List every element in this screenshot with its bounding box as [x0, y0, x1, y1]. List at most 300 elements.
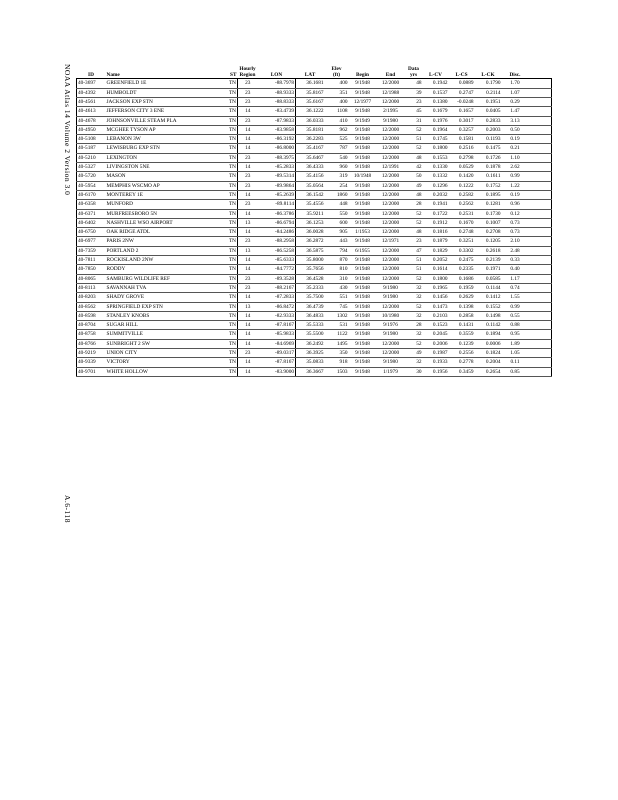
cell-elev: 1503 — [325, 367, 349, 376]
header-lck: L-CK — [475, 72, 502, 79]
cell-name: ROCKISLAND 2NW — [106, 256, 224, 265]
cell-elev: 1302 — [325, 311, 349, 320]
cell-lcs: 0.3302 — [449, 246, 475, 255]
cell-begin: 9/1948 — [349, 302, 377, 311]
cell-yrs: 51 — [405, 135, 423, 144]
cell-id: 40-5187 — [77, 144, 106, 153]
cell-name: JACKSON EXP STN — [106, 98, 224, 107]
cell-yrs: 32 — [405, 330, 423, 339]
cell-yrs: 52 — [405, 274, 423, 283]
cell-lat: 35.9211 — [296, 209, 325, 218]
cell-lat: 35.4167 — [296, 144, 325, 153]
header-end: End — [377, 72, 405, 79]
cell-lck: 0.1007 — [475, 218, 502, 227]
cell-id: 40-7811 — [77, 256, 106, 265]
cell-yrs: 48 — [405, 79, 423, 88]
cell-blank — [529, 367, 552, 376]
cell-elev: 1108 — [325, 107, 349, 116]
cell-blank — [529, 339, 552, 348]
cell-lcs: 0.1657 — [449, 107, 475, 116]
header-hourly: Hourly — [239, 66, 256, 72]
cell-region: 14 — [238, 163, 258, 172]
table-row — [77, 302, 552, 311]
cell-st: TN — [224, 98, 238, 107]
cell-end: 12/2000 — [377, 125, 405, 134]
cell-st: TN — [224, 181, 238, 190]
station-table — [76, 66, 552, 377]
cell-region: 23 — [238, 88, 258, 97]
cell-lon: -87.8167 — [258, 358, 296, 367]
cell-id: 40-7359 — [77, 246, 106, 255]
cell-lon: -86.3786 — [258, 209, 296, 218]
cell-lck: 0.1971 — [475, 265, 502, 274]
cell-disc: 0.50 — [502, 125, 529, 134]
cell-region: 23 — [238, 237, 258, 246]
cell-region: 14 — [238, 190, 258, 199]
header-data: Data — [408, 66, 419, 72]
table-row — [77, 200, 552, 209]
cell-elev: 254 — [325, 181, 349, 190]
cell-lcv: 0.2103 — [423, 311, 449, 320]
cell-lcs: 0.1420 — [449, 172, 475, 181]
cell-id: 40-8758 — [77, 330, 106, 339]
cell-begin: 9/1948 — [349, 367, 377, 376]
cell-st: TN — [224, 330, 238, 339]
cell-end: 9/1980 — [377, 330, 405, 339]
table-row — [77, 349, 552, 358]
cell-yrs: 28 — [405, 200, 423, 209]
cell-elev: 870 — [325, 256, 349, 265]
cell-region: 14 — [238, 311, 258, 320]
cell-id: 40-4613 — [77, 107, 106, 116]
cell-blank — [529, 135, 552, 144]
table-row — [77, 246, 552, 255]
cell-lck: 0.0006 — [475, 339, 502, 348]
cell-region: 23 — [238, 79, 258, 88]
cell-lck: 0.2618 — [475, 246, 502, 255]
cell-st: TN — [224, 358, 238, 367]
cell-disc: 0.19 — [502, 190, 529, 199]
page-number: A.6-118 — [63, 495, 72, 524]
cell-region: 14 — [238, 358, 258, 367]
cell-name: JOHNSONVILLE STEAM PLA — [106, 116, 224, 125]
cell-end: 12/2000 — [377, 144, 405, 153]
cell-lcs: 0.1239 — [449, 339, 475, 348]
cell-st: TN — [224, 265, 238, 274]
cell-id: 40-8562 — [77, 302, 106, 311]
cell-lat: 35.8181 — [296, 125, 325, 134]
cell-st: TN — [224, 190, 238, 199]
cell-name: MUNFORD — [106, 200, 224, 209]
cell-lcs: 0.2562 — [449, 200, 475, 209]
side-title: NOAA Atlas 14 Volume 2 Version 3.0 — [63, 64, 72, 196]
cell-lon: -87.8167 — [258, 321, 296, 330]
cell-lcv: 0.2032 — [423, 190, 449, 199]
table-row — [77, 283, 552, 292]
cell-lcs: 0.3459 — [449, 367, 475, 376]
cell-lon: -87.9833 — [258, 116, 296, 125]
cell-begin: 9/1948 — [349, 358, 377, 367]
cell-name: GREENFIELD 1E — [106, 79, 224, 88]
cell-end: 12/2000 — [377, 172, 405, 181]
cell-region: 14 — [238, 321, 258, 330]
cell-lcs: -0.0248 — [449, 98, 475, 107]
cell-begin: 9/1948 — [349, 256, 377, 265]
cell-lck: 0.1824 — [475, 349, 502, 358]
cell-region: 14 — [238, 330, 258, 339]
cell-lcs: 0.1398 — [449, 302, 475, 311]
cell-lon: -84.7772 — [258, 265, 296, 274]
cell-end: 12/2000 — [377, 153, 405, 162]
cell-name: PORTLAND 2 — [106, 246, 224, 255]
cell-name: WHITE HOLLOW — [106, 367, 224, 376]
cell-lcs: 0.2778 — [449, 358, 475, 367]
cell-lat: 35.2333 — [296, 283, 325, 292]
cell-lcs: 0.2798 — [449, 153, 475, 162]
cell-begin: 9/1948 — [349, 88, 377, 97]
cell-lcv: 0.1722 — [423, 209, 449, 218]
cell-st: TN — [224, 311, 238, 320]
cell-lon: -89.5314 — [258, 172, 296, 181]
cell-region: 14 — [238, 125, 258, 134]
cell-lon: -88.8333 — [258, 98, 296, 107]
cell-lck: 0.2004 — [475, 358, 502, 367]
cell-disc: 0.33 — [502, 256, 529, 265]
cell-st: TN — [224, 172, 238, 181]
cell-id: 40-8113 — [77, 283, 106, 292]
cell-lon: -89.9864 — [258, 181, 296, 190]
cell-begin: 9/1948 — [349, 135, 377, 144]
cell-yrs: 32 — [405, 283, 423, 292]
cell-end: 12/2000 — [377, 302, 405, 311]
cell-blank — [529, 125, 552, 134]
cell-disc: 1.89 — [502, 339, 529, 348]
cell-lcs: 0.1959 — [449, 283, 475, 292]
cell-lon: -85.2639 — [258, 190, 296, 199]
cell-begin: 6/1955 — [349, 246, 377, 255]
cell-elev: 600 — [325, 218, 349, 227]
cell-lcv: 0.1976 — [423, 116, 449, 125]
cell-lck: 0.1193 — [475, 135, 502, 144]
table-row — [77, 125, 552, 134]
cell-name: SPRINGFIELD EXP STN — [106, 302, 224, 311]
cell-id: 40-6371 — [77, 209, 106, 218]
cell-id: 40-6750 — [77, 228, 106, 237]
table-row — [77, 274, 552, 283]
cell-end: 10/1980 — [377, 311, 405, 320]
cell-name: STANLEY KNOBS — [106, 311, 224, 320]
cell-disc: 1.05 — [502, 349, 529, 358]
cell-begin: 9/1948 — [349, 339, 377, 348]
cell-st: TN — [224, 200, 238, 209]
cell-blank — [529, 209, 552, 218]
cell-st: TN — [224, 116, 238, 125]
cell-name: SUGAR HILL — [106, 321, 224, 330]
cell-end: 12/1991 — [377, 163, 405, 172]
table-row — [77, 135, 552, 144]
cell-yrs: 49 — [405, 181, 423, 190]
cell-lon: -89.8114 — [258, 200, 296, 209]
cell-disc: 0.74 — [502, 283, 529, 292]
cell-id: 40-6358 — [77, 200, 106, 209]
cell-lcv: 0.1330 — [423, 163, 449, 172]
cell-lck: 0.1895 — [475, 190, 502, 199]
cell-blank — [529, 79, 552, 88]
cell-lcs: 0.2531 — [449, 209, 475, 218]
cell-name: MONTEREY 1E — [106, 190, 224, 199]
cell-yrs: 31 — [405, 116, 423, 125]
cell-end: 12/2000 — [377, 274, 405, 283]
cell-lcv: 0.1473 — [423, 302, 449, 311]
table-row — [77, 256, 552, 265]
cell-begin: 1/1953 — [349, 228, 377, 237]
cell-region: 14 — [238, 228, 258, 237]
cell-elev: 745 — [325, 302, 349, 311]
table-row — [77, 153, 552, 162]
cell-lat: 36.4528 — [296, 274, 325, 283]
table-row — [77, 367, 552, 376]
cell-lck: 0.1144 — [475, 283, 502, 292]
cell-id: 40-9339 — [77, 358, 106, 367]
cell-region: 14 — [238, 209, 258, 218]
cell-elev: 960 — [325, 163, 349, 172]
cell-lcs: 0.1581 — [449, 135, 475, 144]
table-row — [77, 79, 552, 88]
cell-st: TN — [224, 274, 238, 283]
cell-blank — [529, 153, 552, 162]
cell-end: 12/2000 — [377, 135, 405, 144]
cell-yrs: 52 — [405, 144, 423, 153]
cell-begin: 9/1948 — [349, 107, 377, 116]
table-row — [77, 358, 552, 367]
cell-blank — [529, 107, 552, 116]
cell-region: 14 — [238, 107, 258, 116]
cell-lon: -88.7978 — [258, 79, 296, 88]
header-lon: LON — [258, 72, 296, 79]
cell-name: VICTORY — [106, 358, 224, 367]
cell-lck: 0.1498 — [475, 311, 502, 320]
cell-name: JEFFERSON CITY 3 ENE — [106, 107, 224, 116]
cell-id: 40-7850 — [77, 265, 106, 274]
cell-id: 40-5108 — [77, 135, 106, 144]
cell-blank — [529, 181, 552, 190]
cell-disc: 0.99 — [502, 302, 529, 311]
cell-lck: 0.1726 — [475, 153, 502, 162]
cell-lcv: 0.1537 — [423, 88, 449, 97]
table-row — [77, 163, 552, 172]
cell-end: 12/2000 — [377, 256, 405, 265]
cell-blank — [529, 228, 552, 237]
cell-lcs: 0.1670 — [449, 218, 475, 227]
cell-lon: -83.9858 — [258, 125, 296, 134]
cell-name: SUNBRIGHT 2 SW — [106, 339, 224, 348]
cell-lcv: 0.1964 — [423, 125, 449, 134]
cell-id: 40-3697 — [77, 79, 106, 88]
cell-elev: 550 — [325, 209, 349, 218]
cell-begin: 9/1948 — [349, 330, 377, 339]
cell-end: 12/1971 — [377, 237, 405, 246]
cell-lat: 35.6467 — [296, 153, 325, 162]
cell-lcs: 0.3017 — [449, 116, 475, 125]
cell-name: MURFREESBORO 5N — [106, 209, 224, 218]
cell-lat: 36.3925 — [296, 349, 325, 358]
cell-elev: 525 — [325, 135, 349, 144]
cell-disc: 0.21 — [502, 144, 529, 153]
cell-disc: 0.40 — [502, 265, 529, 274]
cell-yrs: 52 — [405, 125, 423, 134]
cell-name: SAVANNAH TVA — [106, 283, 224, 292]
cell-lck: 0.1142 — [475, 321, 502, 330]
cell-region: 13 — [238, 302, 258, 311]
cell-disc: 2.62 — [502, 163, 529, 172]
cell-blank — [529, 218, 552, 227]
cell-blank — [529, 172, 552, 181]
cell-elev: 430 — [325, 283, 349, 292]
cell-id: 40-5954 — [77, 181, 106, 190]
cell-lcv: 0.1816 — [423, 228, 449, 237]
cell-disc: 1.22 — [502, 181, 529, 190]
cell-st: TN — [224, 218, 238, 227]
cell-begin: 10/1948 — [349, 172, 377, 181]
cell-lcv: 0.1553 — [423, 153, 449, 162]
cell-name: HUMBOLDT — [106, 88, 224, 97]
cell-lck: 0.1412 — [475, 293, 502, 302]
cell-disc: 0.73 — [502, 218, 529, 227]
cell-elev: 1495 — [325, 339, 349, 348]
cell-lck: 0.0585 — [475, 274, 502, 283]
cell-lat: 35.0564 — [296, 181, 325, 190]
cell-yrs: 23 — [405, 98, 423, 107]
cell-lcv: 0.2052 — [423, 256, 449, 265]
cell-end: 9/1980 — [377, 358, 405, 367]
cell-lat: 35.8167 — [296, 88, 325, 97]
cell-elev: 351 — [325, 88, 349, 97]
cell-region: 23 — [238, 98, 258, 107]
header-begin: Begin — [349, 72, 377, 79]
cell-lat: 35.7500 — [296, 293, 325, 302]
cell-st: TN — [224, 256, 238, 265]
cell-lcv: 0.1380 — [423, 98, 449, 107]
cell-lck: 0.1878 — [475, 163, 502, 172]
cell-yrs: 48 — [405, 190, 423, 199]
cell-id: 40-6170 — [77, 190, 106, 199]
cell-blank — [529, 190, 552, 199]
cell-id: 40-8598 — [77, 311, 106, 320]
cell-id: 40-5210 — [77, 153, 106, 162]
cell-region: 23 — [238, 181, 258, 190]
cell-lcv: 0.1941 — [423, 200, 449, 209]
header-lat: LAT — [296, 72, 325, 79]
cell-yrs: 42 — [405, 163, 423, 172]
cell-lat: 35.6167 — [296, 98, 325, 107]
cell-name: NASHVILLE WSO AIRPORT — [106, 218, 224, 227]
cell-region: 23 — [238, 200, 258, 209]
header-row — [77, 72, 552, 79]
cell-st: TN — [224, 302, 238, 311]
cell-lcv: 0.1965 — [423, 283, 449, 292]
table-row — [77, 293, 552, 302]
cell-lon: -83.9000 — [258, 367, 296, 376]
cell-region: 13 — [238, 218, 258, 227]
cell-lon: -83.4739 — [258, 107, 296, 116]
cell-lcv: 0.1829 — [423, 246, 449, 255]
cell-lcv: 0.1456 — [423, 293, 449, 302]
cell-elev: 400 — [325, 79, 349, 88]
cell-st: TN — [224, 367, 238, 376]
cell-lat: 36.2283 — [296, 135, 325, 144]
cell-st: TN — [224, 144, 238, 153]
cell-end: 1/1979 — [377, 367, 405, 376]
cell-name: MCGHEE TYSON AP — [106, 125, 224, 134]
cell-disc: 3.13 — [502, 116, 529, 125]
cell-lat: 36.0333 — [296, 116, 325, 125]
cell-begin: 9/1948 — [349, 153, 377, 162]
cell-name: LIVINGSTON 5NE — [106, 163, 224, 172]
cell-lat: 35.4156 — [296, 172, 325, 181]
table-row — [77, 265, 552, 274]
cell-yrs: 32 — [405, 293, 423, 302]
cell-lck: 0.1281 — [475, 200, 502, 209]
cell-st: TN — [224, 88, 238, 97]
cell-region: 23 — [238, 153, 258, 162]
cell-name: MASON — [106, 172, 224, 181]
cell-region: 14 — [238, 293, 258, 302]
cell-begin: 9/1948 — [349, 144, 377, 153]
table-row — [77, 311, 552, 320]
table-row — [77, 321, 552, 330]
cell-blank — [529, 302, 552, 311]
cell-lcs: 0.1222 — [449, 181, 475, 190]
cell-disc: 1.55 — [502, 293, 529, 302]
cell-blank — [529, 200, 552, 209]
cell-lcs: 0.3251 — [449, 237, 475, 246]
cell-begin: 9/1948 — [349, 190, 377, 199]
cell-lcs: 0.3257 — [449, 125, 475, 134]
cell-begin: 9/1948 — [349, 200, 377, 209]
cell-yrs: 48 — [405, 153, 423, 162]
cell-yrs: 45 — [405, 107, 423, 116]
cell-disc: 0.12 — [502, 209, 529, 218]
cell-end: 12/2000 — [377, 246, 405, 255]
cell-region: 23 — [238, 349, 258, 358]
cell-lon: -85.6333 — [258, 256, 296, 265]
cell-lcs: 0.1686 — [449, 274, 475, 283]
table-row — [77, 237, 552, 246]
header-id: ID — [77, 72, 106, 79]
cell-lcv: 0.1956 — [423, 367, 449, 376]
cell-lck: 0.2833 — [475, 116, 502, 125]
cell-disc: 1.70 — [502, 79, 529, 88]
cell-yrs: 28 — [405, 321, 423, 330]
cell-elev: 787 — [325, 144, 349, 153]
cell-blank — [529, 256, 552, 265]
cell-name: SAMBURG WILDLIFE REF — [106, 274, 224, 283]
cell-lck: 0.1205 — [475, 237, 502, 246]
cell-disc: 2.10 — [502, 237, 529, 246]
cell-lon: -82.9333 — [258, 311, 296, 320]
cell-end: 12/2000 — [377, 209, 405, 218]
cell-lat: 36.2492 — [296, 339, 325, 348]
cell-id: 40-6977 — [77, 237, 106, 246]
cell-lcs: 0.2516 — [449, 144, 475, 153]
table-row — [77, 190, 552, 199]
cell-lon: -87.2833 — [258, 293, 296, 302]
cell-lcv: 0.1879 — [423, 237, 449, 246]
cell-lck: 0.2654 — [475, 367, 502, 376]
cell-begin: 9/1948 — [349, 125, 377, 134]
cell-lon: -88.3975 — [258, 153, 296, 162]
cell-lcs: 0.2556 — [449, 349, 475, 358]
